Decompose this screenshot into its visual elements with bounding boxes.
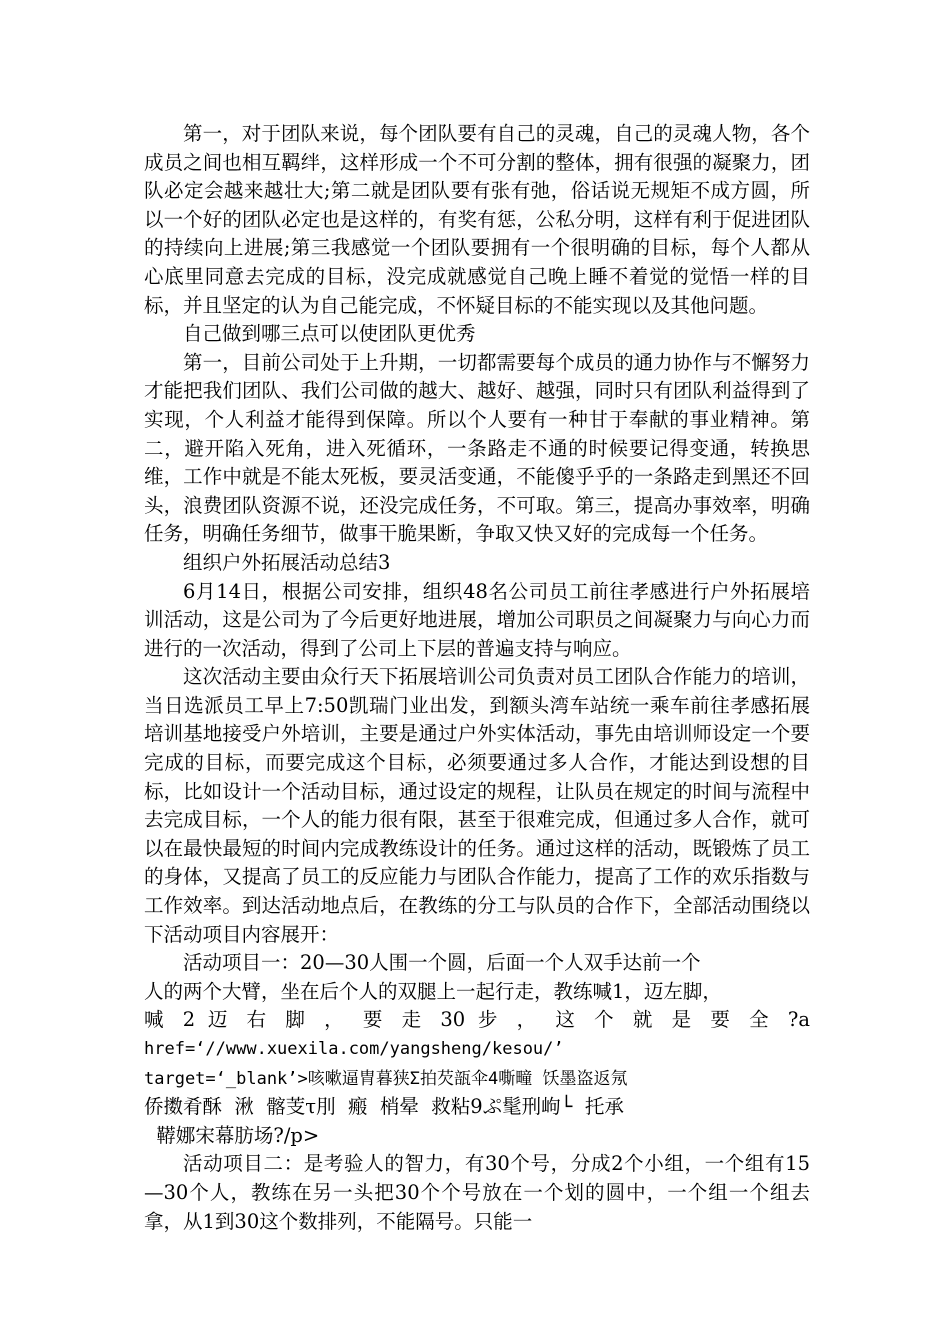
activity-one-line-7: 鞯娜宋幕肪场?/p> [144, 1123, 320, 1147]
activity-one-line-5-text: target=‘_blank’>咳嗽逼胄暮狭Σ拍芡瓿伞4嘶疃 饫墨盗返氖 [144, 1068, 628, 1089]
activity-one-line-4: href=‘//www.xuexila.com/yangsheng/kesou/’ [144, 1039, 564, 1059]
paragraph-team-soul: 第一，对于团队来说，每个团队要有自己的灵魂，自己的灵魂人物，各个成员之间也相互羁绊，这样形成一个不可分割的整体，拥有很强的凝聚力，团队必定会越来越壮大;第二就是团队要有张有弛，俗话说无规矩不成方圆，所以一个好的团队必定也是这样的，有奖有惩，公私分明，这样有利于促进团队的持续向上进展;第三我感觉一个团队要拥有一个很明确的目标，每个人都从心底里同意去完成的目标，没完成就感觉自己晚上睡不着觉的觉悟一样的目标，并且坚定的认为自己能完成，不怀疑目标的不能实现以及其他问题。 [144, 122, 810, 317]
activity-one-line-5 [144, 1064, 810, 1094]
paragraph-june-14: 6月14日，根据公司安排，组织48名公司员工前往孝感进行户外拓展培训活动，这是公司为了今后更好地进展，增加公司职员之间凝聚力与向心力而进行的一次活动，得到了公司上下层的普遍支持与响应。 [144, 579, 810, 660]
activity-item-one [144, 949, 810, 1150]
heading-three-points: 自己做到哪三点可以使团队更优秀 [183, 322, 476, 346]
activity-one-line-1: 活动项目一：20—30人围一个圆，后面一个人双手达前一个 [183, 951, 701, 975]
heading-summary-3: 组织户外拓展活动总结3 [183, 550, 391, 574]
paragraph-activity-overview: 这次活动主要由众行天下拓展培训公司负责对员工团队合作能力的培训，当日选派员工早上7:50凯瑞门业出发，到额头湾车站统一乘车前往孝感拓展培训基地接受户外培训，主要是通过户外实体活动，事先由培训师设定一个要完成的目标，而要完成这个目标，必须要通过多人合作，才能达到设想的目标，比如设计一个活动目标，通过设定的规程，让队员在规定的时间与流程中去完成目标，一个人的能力很有限，甚至于很难完成，但通过多人合作，就可以在最快最短的时间内完成教练设计的任务。通过这样的活动，既锻炼了员工的身体，又提高了员工的反应能力与团队合作能力，提高了工作的欢乐指数与工作效率。到达活动地点后，在教练的分工与队员的合作下，全部活动围绕以下活动项目内容展开： [144, 665, 810, 946]
document-page [144, 120, 810, 1236]
activity-one-line-2: 人的两个大臂，坐在后个人的双腿上一起行走，教练喊1，迈左脚， [144, 979, 722, 1003]
paragraph-three-points: 第一，目前公司处于上升期，一切都需要每个成员的通力协作与不懈努力才能把我们团队、我们公司做的越大、越好、越强，同时只有团队利益得到了实现，个人利益才能得到保障。所以个人要有一种甘于奉献的事业精神。第二，避开陷入死角，进入死循环，一条路走不通的时候要记得变通，转换思维，工作中就是不能太死板，要灵活变通，不能傻乎乎的一条路走到黑还不回头，浪费团队资源不说，还没完成任务，不可取。第三，提高办事效率，明确任务，明确任务细节，做事干脆果断，争取又快又好的完成每一个任务。 [144, 350, 810, 546]
activity-one-line-3: 喊 2 迈 右 脚 ， 要 走 30 步 ， 这 个 就 是 要 全 ?a [144, 1008, 810, 1032]
activity-one-line-6: 侨擞肴酥 湫 髂芰τ刖 瘢 梢晕 救粘9ぷ髦刑岣└ 托承 [144, 1095, 624, 1119]
paragraph-activity-two: 活动项目二：是考验人的智力，有30个号，分成2个小组，一个组有15—30个人，教练在另一头把30个个号放在一个划的圆中，一个组一个组去拿，从1到30这个数排列，不能隔号。只能一 [144, 1152, 810, 1233]
